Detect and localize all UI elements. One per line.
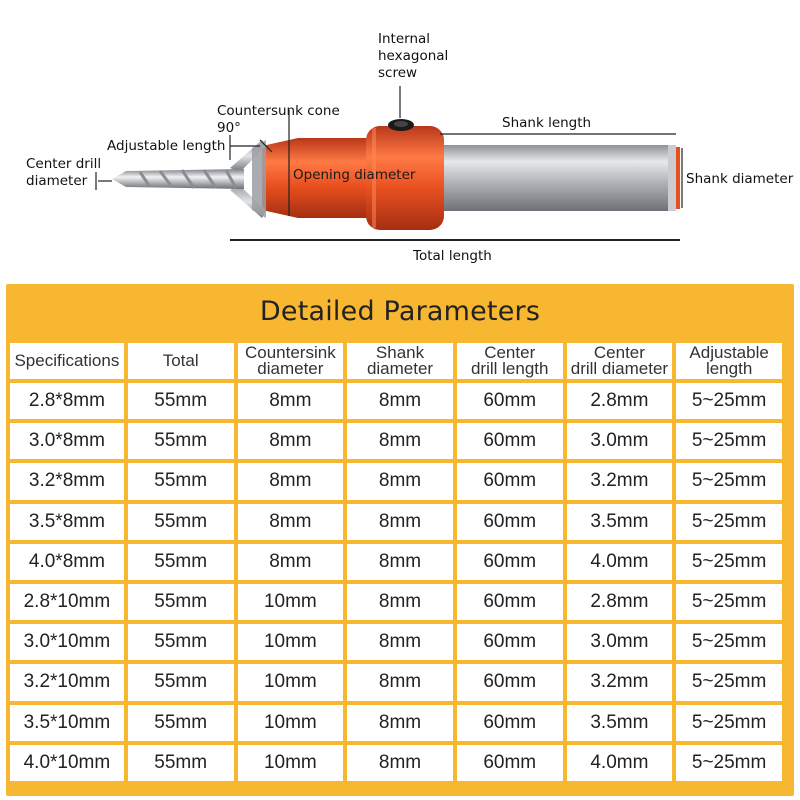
panel-title: Detailed Parameters [259,296,541,327]
cell-countersink-diameter: 8mm [238,423,344,459]
col-adjustable-length: Adjustable length [676,343,782,379]
cell-total: 55mm [128,705,234,741]
table-row [10,504,782,540]
cell-total: 55mm [128,463,234,499]
cell-countersink-diameter: 10mm [238,745,344,781]
col-shank-diameter: Shank diameter [347,343,453,379]
cell-center-drill-length: 60mm [457,463,563,499]
cell-center-drill-diameter: 3.0mm [567,423,673,459]
cell-countersink-diameter: 10mm [238,584,344,620]
cell-center-drill-diameter: 3.5mm [567,705,673,741]
cell-total: 55mm [128,544,234,580]
cell-center-drill-length: 60mm [457,423,563,459]
shank [440,145,680,211]
cell-total: 55mm [128,504,234,540]
cell-spec: 3.2*10mm [10,664,124,700]
table-row [10,624,782,660]
label-internal-screw: Internal hexagonal screw [378,31,449,81]
cell-center-drill-length: 60mm [457,664,563,700]
cell-shank-diameter: 8mm [347,664,453,700]
table-row [10,423,782,459]
cell-spec: 4.0*10mm [10,745,124,781]
cell-total: 55mm [128,584,234,620]
cell-countersink-diameter: 8mm [238,504,344,540]
cell-center-drill-diameter: 2.8mm [567,584,673,620]
cell-shank-diameter: 8mm [347,504,453,540]
cell-spec: 2.8*10mm [10,584,124,620]
cell-adjustable-length: 5~25mm [676,383,782,419]
hex-screw-icon [388,119,414,131]
cell-spec: 3.5*8mm [10,504,124,540]
cell-adjustable-length: 5~25mm [676,584,782,620]
cell-spec: 3.5*10mm [10,705,124,741]
cell-shank-diameter: 8mm [347,423,453,459]
cell-countersink-diameter: 8mm [238,463,344,499]
cell-adjustable-length: 5~25mm [676,504,782,540]
label-center-drill-diameter: Center drill diameter [26,156,102,189]
cell-center-drill-diameter: 3.2mm [567,463,673,499]
col-center-drill-diameter: Center drill diameter [567,343,673,379]
cell-adjustable-length: 5~25mm [676,624,782,660]
cell-spec: 3.2*8mm [10,463,124,499]
cell-center-drill-length: 60mm [457,504,563,540]
cell-total: 55mm [128,745,234,781]
table-header-row [10,343,782,379]
parameters-table [6,339,786,785]
cell-center-drill-diameter: 2.8mm [567,383,673,419]
cell-countersink-diameter: 10mm [238,705,344,741]
cell-spec: 3.0*8mm [10,423,124,459]
cell-adjustable-length: 5~25mm [676,423,782,459]
cell-shank-diameter: 8mm [347,584,453,620]
cell-center-drill-diameter: 4.0mm [567,745,673,781]
col-center-drill-length: Center drill length [457,343,563,379]
label-total-length: Total length [413,248,492,264]
cell-center-drill-length: 60mm [457,745,563,781]
cell-shank-diameter: 8mm [347,463,453,499]
cell-shank-diameter: 8mm [347,745,453,781]
cell-center-drill-diameter: 3.5mm [567,504,673,540]
table-row [10,383,782,419]
cell-total: 55mm [128,664,234,700]
table-row [10,544,782,580]
cell-center-drill-length: 60mm [457,705,563,741]
col-countersink-diameter: Countersink diameter [238,343,344,379]
cell-adjustable-length: 5~25mm [676,463,782,499]
label-shank-diameter: Shank diameter [686,171,794,187]
cell-spec: 2.8*8mm [10,383,124,419]
cell-center-drill-diameter: 3.0mm [567,624,673,660]
table-row [10,664,782,700]
cell-countersink-diameter: 8mm [238,383,344,419]
cell-countersink-diameter: 10mm [238,664,344,700]
label-countersunk-cone: Countersunk cone 90° [217,103,340,136]
cell-center-drill-length: 60mm [457,544,563,580]
col-specifications: Specifications [10,343,124,379]
table-row [10,463,782,499]
cell-center-drill-length: 60mm [457,624,563,660]
table-body [10,383,782,781]
cell-spec: 3.0*10mm [10,624,124,660]
table-row [10,584,782,620]
cell-shank-diameter: 8mm [347,624,453,660]
cell-center-drill-diameter: 4.0mm [567,544,673,580]
cell-total: 55mm [128,423,234,459]
cell-total: 55mm [128,383,234,419]
cell-adjustable-length: 5~25mm [676,664,782,700]
cell-total: 55mm [128,624,234,660]
cell-countersink-diameter: 8mm [238,544,344,580]
cell-center-drill-length: 60mm [457,584,563,620]
cell-spec: 4.0*8mm [10,544,124,580]
label-opening-diameter: Opening diameter [293,167,416,183]
col-total: Total [128,343,234,379]
label-adjustable-length: Adjustable length [107,138,226,154]
cell-adjustable-length: 5~25mm [676,745,782,781]
cell-adjustable-length: 5~25mm [676,705,782,741]
cell-countersink-diameter: 10mm [238,624,344,660]
table-row [10,705,782,741]
center-drill-bit [112,169,244,189]
cell-adjustable-length: 5~25mm [676,544,782,580]
cell-center-drill-length: 60mm [457,383,563,419]
cell-shank-diameter: 8mm [347,383,453,419]
label-shank-length: Shank length [502,115,592,131]
cell-shank-diameter: 8mm [347,544,453,580]
table-row [10,745,782,781]
cell-center-drill-diameter: 3.2mm [567,664,673,700]
cell-shank-diameter: 8mm [347,705,453,741]
